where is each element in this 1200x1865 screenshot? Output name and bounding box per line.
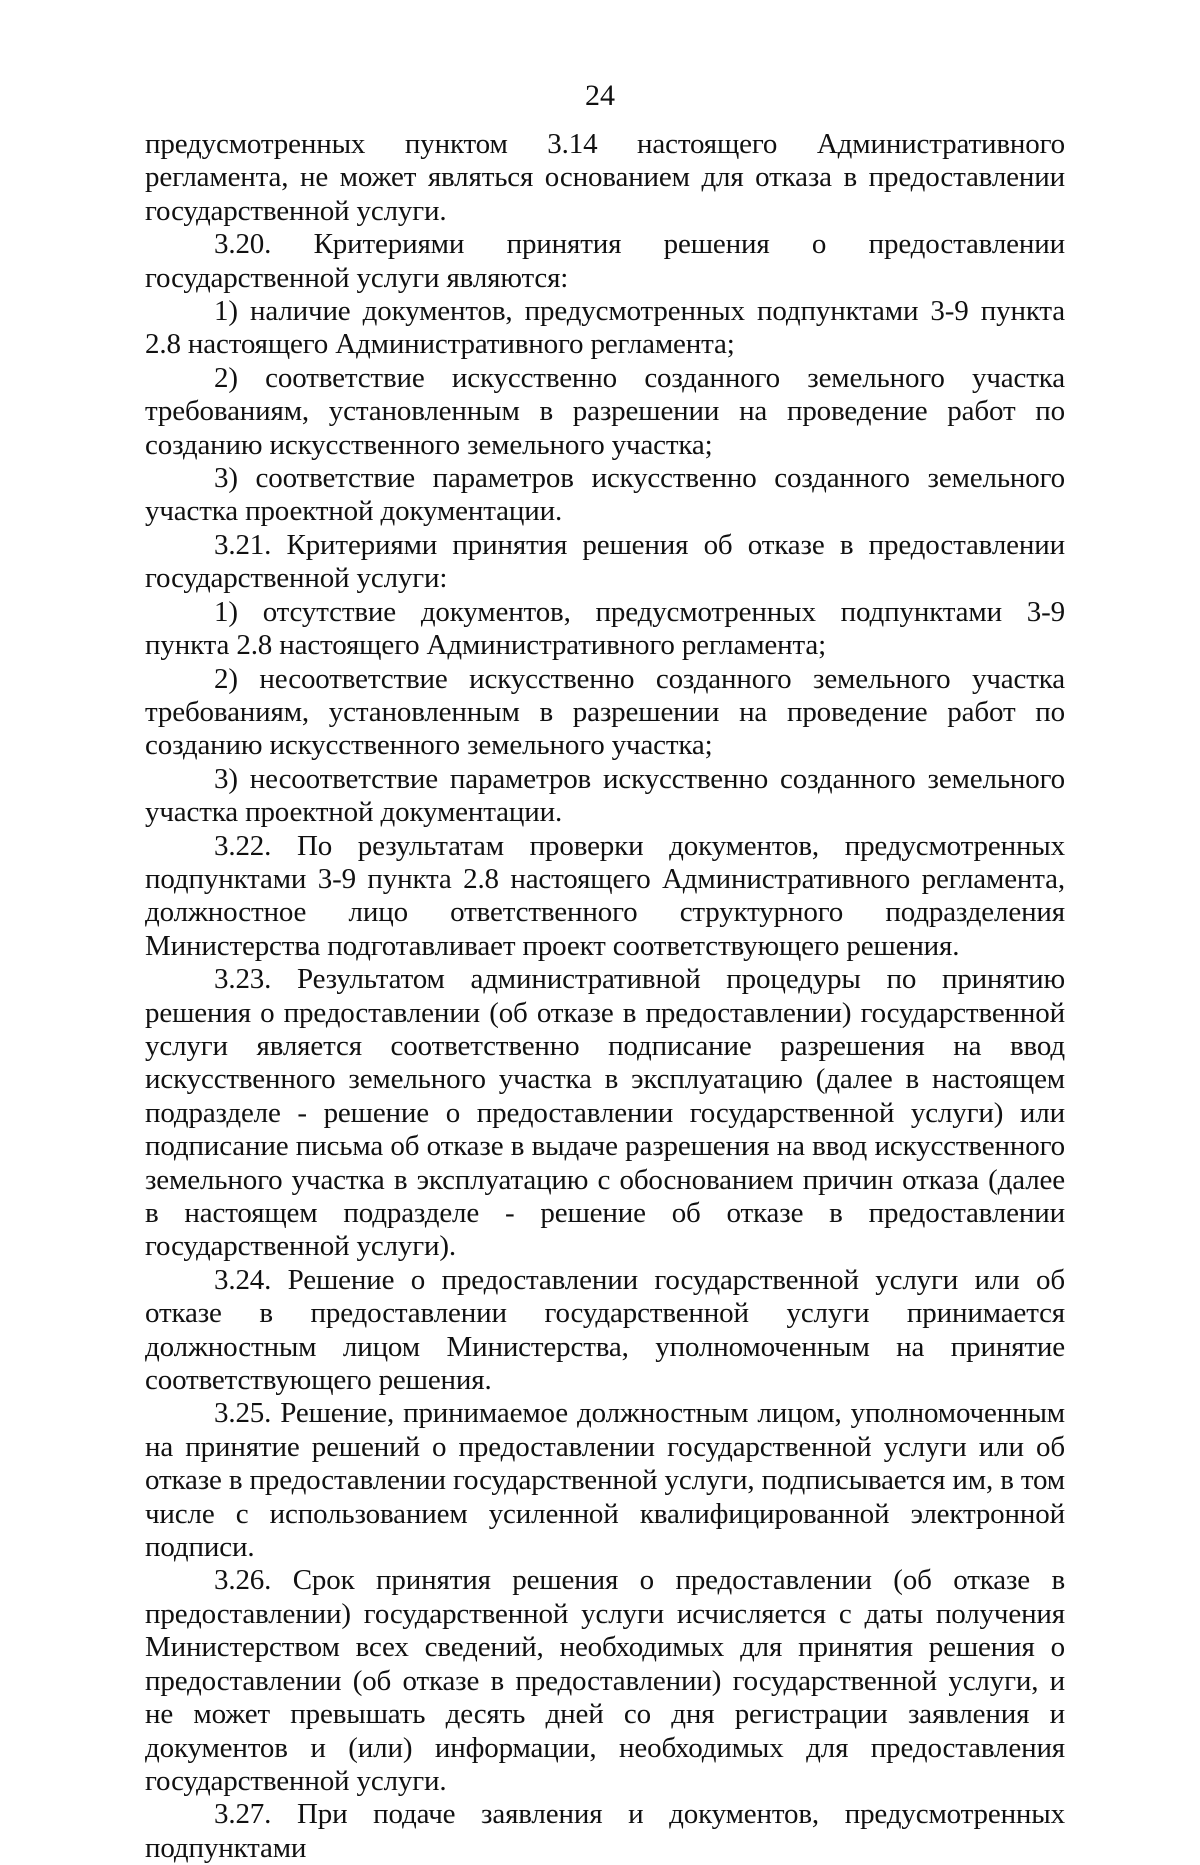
- page-number: 24: [585, 79, 615, 112]
- paragraph: 3.26. Срок принятия решения о предоставлении (об отказе в предоставлении) государственной услуги исчисляется с даты получения Министерством всех сведений, необходимых для принятия решения о предоставлении (об отказе в предоставлении) государственной услуги, и не может превышать десять дней со дня регистрации заявления и документов и (или) информации, необходимых для предоставления государственной услуги.: [145, 1564, 1065, 1797]
- paragraph: 3.27. При подаче заявления и документов, предусмотренных подпунктами: [145, 1798, 1065, 1864]
- paragraph: 3.21. Критериями принятия решения об отказе в предоставлении государственной услуги:: [145, 528, 1065, 595]
- paragraph: 1) наличие документов, предусмотренных подпунктами 3-9 пункта 2.8 настоящего Административного регламента;: [145, 295, 1065, 361]
- paragraph: 3.23. Результатом административной процедуры по принятию решения о предоставлении (об отказе в предоставлении) государственной услуги является соответственно подписание разрешения на ввод искусственного земельного участка в эксплуатацию (далее в настоящем подразделе - решение о предоставлении государственной услуги) или подписание письма об отказе в выдаче разрешения на ввод искусственного земельного участка в эксплуатацию с обоснованием причин отказа (далее в настоящем подразделе - решение об отказе в предоставлении государственной услуги).: [145, 963, 1065, 1263]
- paragraph: 3) несоответствие параметров искусственно созданного земельного участка проектной документации.: [145, 762, 1065, 829]
- paragraph: 1) отсутствие документов, предусмотренных подпунктами 3-9 пункта 2.8 настоящего Административного регламента;: [145, 595, 1065, 662]
- paragraph: 3.24. Решение о предоставлении государственной услуги или об отказе в предоставлении государственной услуги принимается должностным лицом Министерства, уполномоченным на принятие соответствующего решения.: [145, 1263, 1065, 1397]
- paragraph: предусмотренных пунктом 3.14 настоящего Административного регламента, не может являться основанием для отказа в предоставлении государственной услуги.: [145, 128, 1065, 227]
- paragraph: 3.20. Критериями принятия решения о предоставлении государственной услуги являются:: [145, 228, 1065, 294]
- paragraph: 3.25. Решение, принимаемое должностным лицом, уполномоченным на принятие решений о предоставлении государственной услуги или об отказе в предоставлении государственной услуги, подписывается им, в том числе с использованием усиленной квалифицированной электронной подписи.: [145, 1397, 1065, 1564]
- paragraph: 2) соответствие искусственно созданного земельного участка требованиям, установленным в разрешении на проведение работ по созданию искусственного земельного участка;: [145, 361, 1065, 461]
- document-body: [145, 128, 1065, 1865]
- paragraph: 3) соответствие параметров искусственно созданного земельного участка проектной документации.: [145, 462, 1065, 528]
- paragraph: 3.22. По результатам проверки документов, предусмотренных подпунктами 3-9 пункта 2.8 настоящего Административного регламента, должностное лицо ответственного структурного подразделения Министерства подготавливает проект соответствующего решения.: [145, 829, 1065, 962]
- paragraph: 2) несоответствие искусственно созданного земельного участка требованиям, установленным в разрешении на проведение работ по созданию искусственного земельного участка;: [145, 662, 1065, 762]
